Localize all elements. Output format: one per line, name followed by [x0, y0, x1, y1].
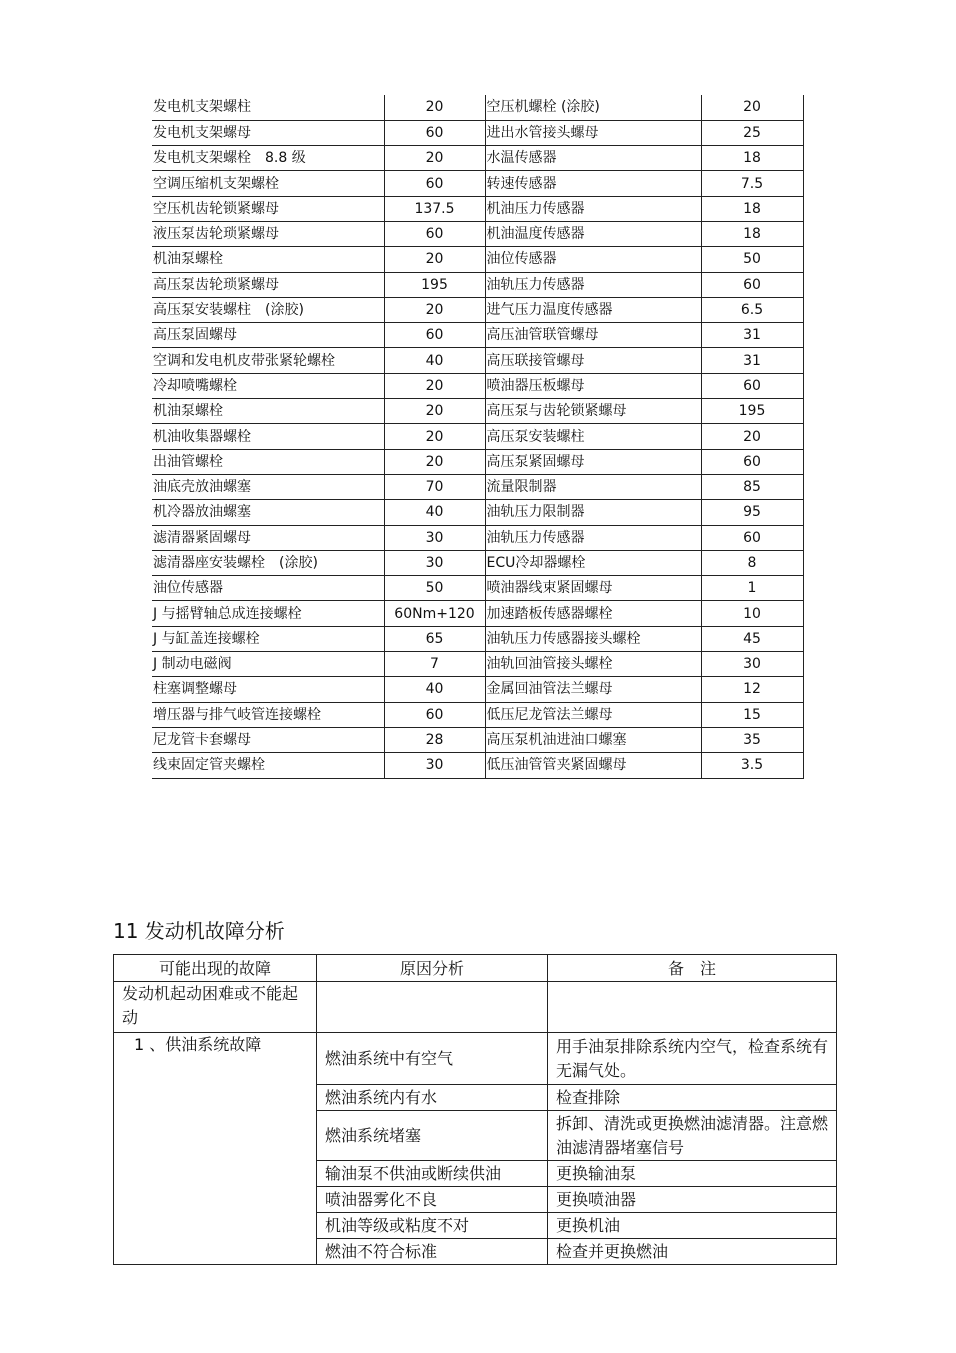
part-name-cell: 油轨压力传感器 — [485, 272, 701, 297]
torque-value-cell: 31 — [701, 348, 803, 373]
torque-value-cell: 31 — [701, 323, 803, 348]
part-name-cell: 油轨压力限制器 — [485, 500, 701, 525]
part-name-cell: 高压油管联管螺母 — [485, 323, 701, 348]
part-name-cell: 金属回油管法兰螺母 — [485, 677, 701, 702]
torque-value-cell: 40 — [384, 677, 485, 702]
torque-value-cell: 195 — [701, 399, 803, 424]
torque-row — [152, 297, 803, 322]
torque-value-cell: 30 — [384, 550, 485, 575]
part-name-cell: 滤清器座安装螺栓 (涂胶) — [152, 550, 384, 575]
cause-cell: 输油泵不供油或断续供油 — [317, 1161, 548, 1187]
part-name-cell: 机油温度传感器 — [485, 221, 701, 246]
part-name-cell: 机油压力传感器 — [485, 196, 701, 221]
torque-value-cell: 60 — [384, 221, 485, 246]
torque-value-cell: 60 — [384, 702, 485, 727]
part-name-cell: 空调和发电机皮带张紧轮螺栓 — [152, 348, 384, 373]
torque-value-cell: 20 — [384, 449, 485, 474]
torque-row — [152, 120, 803, 145]
part-name-cell: 低压油管管夹紧固螺母 — [485, 753, 701, 778]
cause-cell: 机油等级或粘度不对 — [317, 1213, 548, 1239]
part-name-cell: 机油泵螺栓 — [152, 399, 384, 424]
torque-value-cell: 70 — [384, 474, 485, 499]
note-cell: 用手油泵排除系统内空气，检查系统有无漏气处。 — [548, 1033, 837, 1085]
torque-value-cell: 20 — [384, 247, 485, 272]
torque-value-cell: 20 — [384, 399, 485, 424]
cause-cell: 燃油系统内有水 — [317, 1085, 548, 1111]
torque-row — [152, 95, 803, 120]
torque-row — [152, 272, 803, 297]
part-name-cell: 高压泵安装螺柱 (涂胶) — [152, 297, 384, 322]
torque-row — [152, 373, 803, 398]
torque-value-cell: 35 — [701, 727, 803, 752]
torque-row — [152, 576, 803, 601]
torque-row — [152, 727, 803, 752]
part-name-cell: 水温传感器 — [485, 146, 701, 171]
torque-value-cell: 1 — [701, 576, 803, 601]
torque-value-cell: 18 — [701, 146, 803, 171]
torque-value-cell: 10 — [701, 601, 803, 626]
torque-value-cell: 6.5 — [701, 297, 803, 322]
part-name-cell: J 与缸盖连接螺栓 — [152, 626, 384, 651]
torque-value-cell: 8 — [701, 550, 803, 575]
part-name-cell: 空调压缩机支架螺栓 — [152, 171, 384, 196]
part-name-cell: 油轨压力传感器接头螺栓 — [485, 626, 701, 651]
torque-value-cell: 20 — [384, 146, 485, 171]
fault-table — [113, 954, 837, 1265]
part-name-cell: 高压泵机油进油口螺塞 — [485, 727, 701, 752]
torque-value-cell: 60 — [384, 120, 485, 145]
torque-value-cell: 40 — [384, 348, 485, 373]
note-cell: 更换喷油器 — [548, 1187, 837, 1213]
symptom-row — [114, 982, 837, 1033]
torque-row — [152, 171, 803, 196]
torque-row — [152, 500, 803, 525]
torque-value-cell: 60 — [701, 373, 803, 398]
torque-row — [152, 424, 803, 449]
fault-row — [114, 1033, 837, 1085]
torque-value-cell: 12 — [701, 677, 803, 702]
torque-row — [152, 323, 803, 348]
part-name-cell: 滤清器紧固螺母 — [152, 525, 384, 550]
part-name-cell: 高压泵与齿轮锁紧螺母 — [485, 399, 701, 424]
part-name-cell: 空压机齿轮锁紧螺母 — [152, 196, 384, 221]
torque-value-cell: 18 — [701, 221, 803, 246]
part-name-cell: 油轨压力传感器 — [485, 525, 701, 550]
part-name-cell: 高压泵固螺母 — [152, 323, 384, 348]
empty-cell — [548, 982, 837, 1033]
torque-table — [152, 95, 804, 779]
torque-row — [152, 525, 803, 550]
part-name-cell: 尼龙管卡套螺母 — [152, 727, 384, 752]
torque-value-cell: 40 — [384, 500, 485, 525]
torque-value-cell: 7 — [384, 652, 485, 677]
torque-value-cell: 60 — [384, 323, 485, 348]
torque-row — [152, 146, 803, 171]
torque-value-cell: 3.5 — [701, 753, 803, 778]
torque-row — [152, 626, 803, 651]
torque-value-cell: 30 — [701, 652, 803, 677]
torque-value-cell: 60 — [701, 525, 803, 550]
part-name-cell: 进出水管接头螺母 — [485, 120, 701, 145]
torque-value-cell: 195 — [384, 272, 485, 297]
torque-row — [152, 399, 803, 424]
torque-value-cell: 20 — [701, 95, 803, 120]
part-name-cell: 喷油器线束紧固螺母 — [485, 576, 701, 601]
torque-value-cell: 50 — [384, 576, 485, 601]
torque-value-cell: 15 — [701, 702, 803, 727]
torque-value-cell: 25 — [701, 120, 803, 145]
cause-cell: 喷油器雾化不良 — [317, 1187, 548, 1213]
part-name-cell: 高压泵安装螺柱 — [485, 424, 701, 449]
part-name-cell: 增压器与排气岐管连接螺栓 — [152, 702, 384, 727]
torque-value-cell: 30 — [384, 525, 485, 550]
part-name-cell: 空压机螺栓 (涂胶) — [485, 95, 701, 120]
part-name-cell: 加速踏板传感器螺栓 — [485, 601, 701, 626]
part-name-cell: 机油收集器螺栓 — [152, 424, 384, 449]
torque-row — [152, 550, 803, 575]
torque-value-cell: 60 — [701, 272, 803, 297]
cause-cell: 燃油系统中有空气 — [317, 1033, 548, 1085]
torque-value-cell: 20 — [384, 95, 485, 120]
torque-row — [152, 348, 803, 373]
note-cell: 更换机油 — [548, 1213, 837, 1239]
torque-row — [152, 449, 803, 474]
part-name-cell: 液压泵齿轮琐紧螺母 — [152, 221, 384, 246]
part-name-cell: 喷油器压板螺母 — [485, 373, 701, 398]
part-name-cell: 机冷器放油螺塞 — [152, 500, 384, 525]
part-name-cell: 柱塞调整螺母 — [152, 677, 384, 702]
part-name-cell: 出油管螺栓 — [152, 449, 384, 474]
torque-row — [152, 221, 803, 246]
part-name-cell: 油底壳放油螺塞 — [152, 474, 384, 499]
torque-value-cell: 137.5 — [384, 196, 485, 221]
torque-row — [152, 247, 803, 272]
header-cause: 原因分析 — [317, 955, 548, 982]
torque-value-cell: 60 — [384, 171, 485, 196]
torque-row — [152, 196, 803, 221]
header-note: 备 注 — [548, 955, 837, 982]
torque-value-cell: 65 — [384, 626, 485, 651]
part-name-cell: 低压尼龙管法兰螺母 — [485, 702, 701, 727]
part-name-cell: 高压联接管螺母 — [485, 348, 701, 373]
part-name-cell: 油位传感器 — [485, 247, 701, 272]
note-cell: 检查排除 — [548, 1085, 837, 1111]
section-title: 11 发动机故障分析 — [113, 919, 285, 943]
part-name-cell: J 制动电磁阀 — [152, 652, 384, 677]
cause-cell: 燃油不符合标准 — [317, 1239, 548, 1265]
torque-value-cell: 60Nm+120 — [384, 601, 485, 626]
torque-row — [152, 601, 803, 626]
torque-value-cell: 60 — [701, 449, 803, 474]
torque-value-cell: 18 — [701, 196, 803, 221]
part-name-cell: 高压泵紧固螺母 — [485, 449, 701, 474]
torque-value-cell: 20 — [384, 373, 485, 398]
torque-value-cell: 7.5 — [701, 171, 803, 196]
torque-row — [152, 652, 803, 677]
note-cell: 拆卸、清洗或更换燃油滤清器。注意燃油滤清器堵塞信号 — [548, 1111, 837, 1161]
torque-value-cell: 20 — [701, 424, 803, 449]
torque-value-cell: 85 — [701, 474, 803, 499]
symptom-cell: 发动机起动困难或不能起动 — [114, 982, 317, 1033]
torque-value-cell: 50 — [701, 247, 803, 272]
part-name-cell: 发电机支架螺栓 8.8 级 — [152, 146, 384, 171]
category-cell: 1 、供油系统故障 — [114, 1033, 317, 1265]
part-name-cell: 流量限制器 — [485, 474, 701, 499]
part-name-cell: 油轨回油管接头螺栓 — [485, 652, 701, 677]
torque-value-cell: 95 — [701, 500, 803, 525]
fault-table-header — [114, 955, 837, 982]
torque-row — [152, 474, 803, 499]
torque-value-cell: 30 — [384, 753, 485, 778]
part-name-cell: J 与摇臂轴总成连接螺栓 — [152, 601, 384, 626]
part-name-cell: 高压泵齿轮琐紧螺母 — [152, 272, 384, 297]
note-cell: 更换输油泵 — [548, 1161, 837, 1187]
torque-value-cell: 28 — [384, 727, 485, 752]
torque-row — [152, 753, 803, 778]
part-name-cell: 机油泵螺栓 — [152, 247, 384, 272]
torque-value-cell: 45 — [701, 626, 803, 651]
part-name-cell: 转速传感器 — [485, 171, 701, 196]
torque-value-cell: 20 — [384, 424, 485, 449]
header-fault: 可能出现的故障 — [114, 955, 317, 982]
torque-row — [152, 702, 803, 727]
part-name-cell: ECU冷却器螺栓 — [485, 550, 701, 575]
torque-row — [152, 677, 803, 702]
part-name-cell: 进气压力温度传感器 — [485, 297, 701, 322]
part-name-cell: 线束固定管夹螺栓 — [152, 753, 384, 778]
part-name-cell: 冷却喷嘴螺栓 — [152, 373, 384, 398]
cause-cell: 燃油系统堵塞 — [317, 1111, 548, 1161]
empty-cell — [317, 982, 548, 1033]
part-name-cell: 发电机支架螺柱 — [152, 95, 384, 120]
torque-value-cell: 20 — [384, 297, 485, 322]
note-cell: 检查并更换燃油 — [548, 1239, 837, 1265]
part-name-cell: 油位传感器 — [152, 576, 384, 601]
part-name-cell: 发电机支架螺母 — [152, 120, 384, 145]
